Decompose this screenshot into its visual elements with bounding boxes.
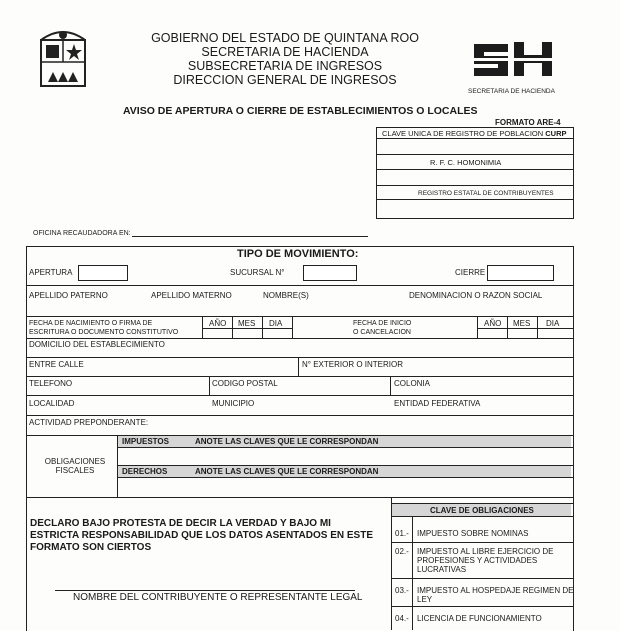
- apellido-materno-label: APELLIDO MATERNO: [151, 291, 232, 300]
- fecha-inicio-label: FECHA DE INICIO O CANCELACION: [353, 320, 412, 336]
- form-title: AVISO DE APERTURA O CIERRE DE ESTABLECIMIENTOS O LOCALES: [123, 105, 478, 117]
- impuestos-input[interactable]: [118, 448, 571, 464]
- firma-input[interactable]: [55, 568, 355, 590]
- num-exterior-label: N° EXTERIOR O INTERIOR: [302, 360, 403, 369]
- actividad-input[interactable]: [140, 416, 570, 434]
- sucursal-number-input[interactable]: [303, 265, 357, 281]
- impuestos-instruction: ANOTE LAS CLAVES QUE LE CORRESPONDAN: [195, 437, 379, 446]
- clave-num-04: 04.-: [395, 614, 409, 623]
- fecha-nac-anio-label: AÑO: [209, 319, 227, 328]
- fecha-nacimiento-label: FECHA DE NACIMIENTO O FIRMA DE ESCRITURA O DOCUMENTO CONSTITUTIVO: [29, 320, 179, 336]
- fecha-inicio-input[interactable]: [478, 329, 571, 338]
- entidad-label: ENTIDAD FEDERATIVA: [394, 399, 481, 408]
- header-government: GOBIERNO DEL ESTADO DE QUINTANA ROO: [151, 31, 419, 45]
- clave-title: CLAVE DE OBLIGACIONES: [430, 506, 534, 515]
- registro-estatal-label: REGISTRO ESTATAL DE CONTRIBUYENTES: [418, 190, 554, 197]
- clave-num-02: 02.-: [395, 547, 409, 556]
- header-secretaria: SECRETARIA DE HACIENDA: [201, 45, 369, 59]
- entre-calle-label: ENTRE CALLE: [29, 360, 84, 369]
- clave-text-03: IMPUESTO AL HOSPEDAJE REGIMEN DE LEY: [417, 586, 574, 604]
- fecha-nac-input[interactable]: [203, 329, 292, 338]
- domicilio-label: DOMICILIO DEL ESTABLECIMIENTO: [29, 340, 165, 349]
- codigo-postal-label: CODIGO POSTAL: [212, 379, 278, 388]
- apertura-label: APERTURA: [29, 268, 73, 277]
- domicilio-input[interactable]: [27, 349, 571, 356]
- clave-text-04: LICENCIA DE FUNCIONAMIENTO: [417, 614, 542, 623]
- sh-logo-caption: SECRETARIA DE HACIENDA: [468, 88, 555, 95]
- name-input-row[interactable]: [27, 300, 571, 315]
- header-subsecretaria: SUBSECRETARIA DE INGRESOS: [187, 59, 383, 73]
- impuestos-label: IMPUESTOS: [122, 437, 169, 446]
- firma-label: NOMBRE DEL CONTRIBUYENTE O REPRESENTANTE LEGAL: [73, 592, 363, 603]
- cierre-checkbox[interactable]: [487, 265, 554, 281]
- actividad-label: ACTIVIDAD PREPONDERANTE:: [29, 418, 149, 427]
- curp-rfc-box: [376, 127, 574, 219]
- header-direccion: DIRECCION GENERAL DE INGRESOS: [173, 73, 397, 87]
- colonia-label: COLONIA: [394, 379, 431, 388]
- clave-text-02: IMPUESTO AL LIBRE EJERCICIO DE PROFESIONES Y ACTIVIDADES LUCRATIVAS: [417, 547, 554, 574]
- curp-label: CLAVE UNICA DE REGISTRO DE POBLACION CURP: [382, 129, 567, 138]
- obligaciones-label: OBLIGACIONES FISCALES: [44, 457, 106, 475]
- municipio-label: MUNICIPIO: [212, 399, 255, 408]
- clave-num-01: 01.-: [395, 529, 409, 538]
- apellido-paterno-label: APELLIDO PATERNO: [29, 291, 108, 300]
- fecha-nac-dia-label: DIA: [269, 319, 283, 328]
- clave-text-01: IMPUESTO SOBRE NOMINAS: [417, 529, 529, 538]
- oficina-input[interactable]: [132, 226, 368, 236]
- localidad-label: LOCALIDAD: [29, 399, 75, 408]
- oficina-label: OFICINA RECAUDADORA EN:: [33, 230, 131, 237]
- rfc-label: R. F. C. HOMONIMIA: [430, 158, 502, 167]
- form-code: FORMATO ARE-4: [495, 118, 561, 127]
- fecha-inicio-anio-label: AÑO: [484, 319, 502, 328]
- apertura-checkbox[interactable]: [78, 265, 128, 281]
- telefono-label: TELEFONO: [29, 379, 73, 388]
- declaracion-text: DECLARO BAJO PROTESTA DE DECIR LA VERDAD Y BAJO MI ESTRICTA RESPONSABILIDAD QUE LOS DATOS ASENTADOS EN ESTE FORMATO SON CIERTOS: [30, 518, 373, 553]
- fecha-nac-mes-label: MES: [238, 319, 256, 328]
- cierre-label: CIERRE: [455, 268, 486, 277]
- derechos-instruction: ANOTE LAS CLAVES QUE LE CORRESPONDAN: [195, 467, 379, 476]
- sh-logo: [470, 38, 560, 80]
- state-coat-of-arms: [38, 26, 88, 88]
- derechos-label: DERECHOS: [122, 467, 168, 476]
- sucursal-label: SUCURSAL N°: [230, 268, 285, 277]
- denominacion-label: DENOMINACION O RAZON SOCIAL: [409, 291, 543, 300]
- fecha-inicio-dia-label: DIA: [546, 319, 560, 328]
- fecha-inicio-mes-label: MES: [513, 319, 531, 328]
- clave-num-03: 03.-: [395, 586, 409, 595]
- tipo-movimiento-title: TIPO DE MOVIMIENTO:: [237, 248, 359, 260]
- nombres-label: NOMBRE(S): [263, 291, 309, 300]
- derechos-input[interactable]: [118, 478, 571, 496]
